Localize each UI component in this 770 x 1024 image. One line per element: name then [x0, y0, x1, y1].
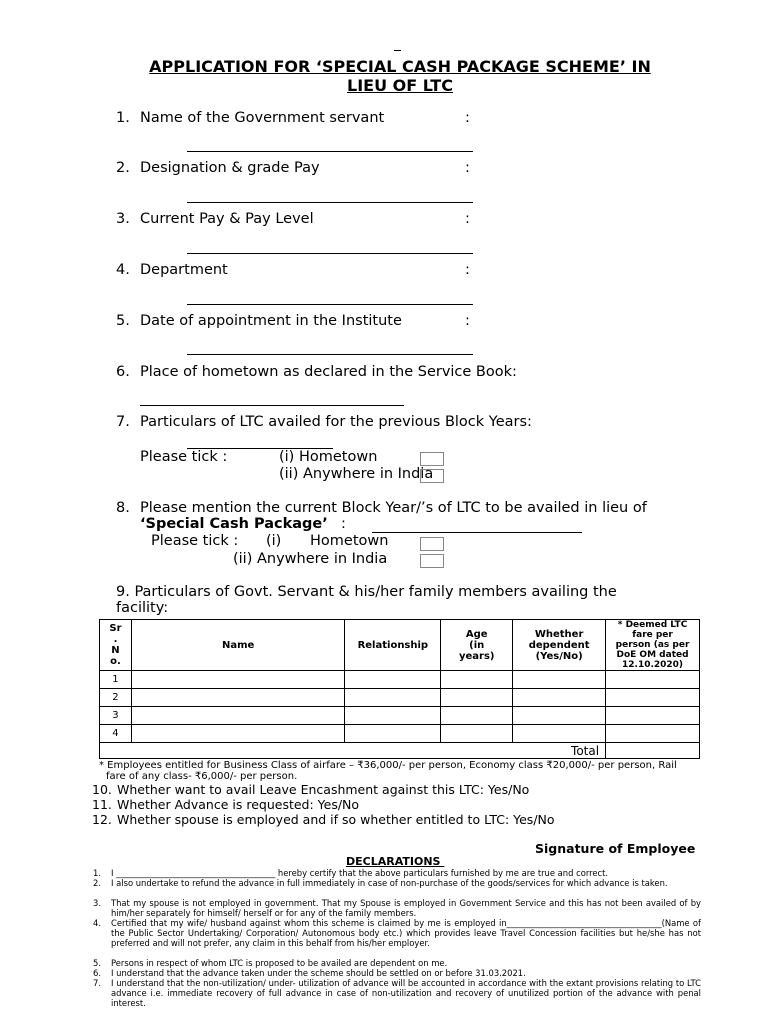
table-header-row — [100, 620, 700, 671]
table-row — [100, 725, 700, 743]
family-members-table — [99, 619, 700, 759]
field-label: Date of appointment in the Institute — [140, 313, 402, 329]
declaration-text: I understand that the non-utilization/ under- utilization of advance will be accounted in accordance with the extant provisions relating to LTC advance i.e. immediate recovery of full advance in case of non-utilization and recovery of unutilized portion of the advance with penal interest. — [111, 978, 701, 1008]
current-block-fill-line[interactable] — [372, 532, 582, 533]
total-label: Total — [100, 743, 606, 759]
header-line: (Yes/No) — [535, 650, 583, 662]
header-line: Whether — [534, 628, 584, 640]
declaration-number: 2. — [93, 878, 101, 888]
signature-of-employee-label: Signature of Employee — [535, 841, 696, 856]
item8-number: 8. — [116, 500, 130, 516]
item6-label: Place of hometown as declared in the Service Book: — [140, 364, 517, 380]
header-relationship: Relationship — [345, 620, 441, 671]
question-12-text: Whether spouse is employed and if so whether entitled to LTC: Yes/No — [117, 812, 555, 827]
relationship-cell[interactable] — [345, 707, 441, 725]
header-line: 12.10.2020) — [622, 660, 684, 670]
name-cell[interactable] — [131, 689, 344, 707]
item8-option-hometown: Hometown — [310, 533, 389, 549]
table-row — [100, 689, 700, 707]
field-colon: : — [465, 262, 470, 278]
field-colon: : — [465, 160, 470, 176]
item7-label: Particulars of LTC availed for the previous Block Years: — [140, 414, 532, 430]
top-mark — [394, 50, 401, 51]
total-row — [100, 743, 700, 759]
field-number: 1. — [116, 110, 130, 126]
row-number: 1 — [100, 671, 132, 689]
relationship-cell[interactable] — [345, 725, 441, 743]
declaration-text: I understand that the advance taken under the scheme should be settled on or before 31.03.2021. — [111, 968, 526, 978]
fare-cell[interactable] — [606, 725, 700, 743]
header-line: Sr — [109, 623, 122, 634]
field-label: Name of the Government servant — [140, 110, 385, 126]
anywhere-in-india-checkbox[interactable] — [420, 469, 444, 483]
question-10-number: 10. — [92, 782, 112, 797]
declaration-number: 1. — [93, 868, 101, 878]
table-row — [100, 707, 700, 725]
declaration-number: 7. — [93, 978, 101, 988]
item8-tick-label: Please tick : — [151, 533, 239, 549]
question-12-number: 12. — [92, 812, 112, 827]
header-name: Name — [131, 620, 344, 671]
name-cell[interactable] — [131, 707, 344, 725]
header-line: person (as per — [615, 640, 690, 650]
header-line: o. — [110, 656, 121, 667]
item9-label-line1: 9. Particulars of Govt. Servant & his/her family members availing the — [116, 584, 617, 600]
header-line: * Deemed LTC — [617, 620, 688, 630]
row-number: 3 — [100, 707, 132, 725]
hometown-checkbox[interactable] — [420, 452, 444, 466]
declaration-text: That my spouse is not employed in government. That my Spouse is employed in Government Service and this has not been availed of by him/her separately for himself/ herself or for any of the family members. — [111, 898, 701, 918]
header-deemed-ltc-fare — [606, 620, 700, 671]
field-colon: : — [465, 110, 470, 126]
header-line: dependent — [528, 639, 590, 651]
header-sr-no — [100, 620, 132, 671]
name-cell[interactable] — [131, 725, 344, 743]
header-whether-dependent — [513, 620, 606, 671]
item7-option-hometown: (i) Hometown — [279, 449, 378, 465]
age-cell[interactable] — [441, 671, 513, 689]
page-title-line1: APPLICATION FOR ‘SPECIAL CASH PACKAGE SCHEME’ IN — [149, 57, 651, 76]
item8-label: Please mention the current Block Year/’s of LTC to be availed in lieu of — [140, 500, 647, 516]
dependent-cell[interactable] — [513, 671, 606, 689]
header-line: . — [113, 634, 118, 645]
field-label: Department — [140, 262, 228, 278]
fare-cell[interactable] — [606, 689, 700, 707]
hometown-fill-line[interactable] — [140, 405, 404, 406]
declaration-number: 5. — [93, 958, 101, 968]
age-cell[interactable] — [441, 725, 513, 743]
question-11-number: 11. — [92, 797, 112, 812]
field-number: 4. — [116, 262, 130, 278]
current-anywhere-checkbox[interactable] — [420, 554, 444, 568]
item8-colon: : — [341, 516, 346, 532]
item8-option-anywhere: (ii) Anywhere in India — [233, 551, 388, 567]
field-number: 3. — [116, 211, 130, 227]
header-line: Age — [465, 628, 488, 640]
declaration-text: Certified that my wife/ husband against whom this scheme is claimed by me is employed in_____________________________________(Name of the Public Sector Undertaking/ Corporation/ Autonomous body etc.) which provides leave Travel Concession facilities but he/she has not preferred and will not prefer, any claim in this behalf from his/her employer. — [111, 918, 701, 948]
footnote-line1: * Employees entitled for Business Class of airfare – ₹36,000/- per person, Economy class ₹20,000/- per person, Rail — [99, 760, 677, 771]
field-colon: : — [465, 211, 470, 227]
declaration-number: 6. — [93, 968, 101, 978]
declaration-number: 3. — [93, 898, 101, 908]
dependent-cell[interactable] — [513, 725, 606, 743]
relationship-cell[interactable] — [345, 689, 441, 707]
table-row — [100, 671, 700, 689]
item7-tick-label: Please tick : — [140, 449, 228, 465]
field-label: Current Pay & Pay Level — [140, 211, 314, 227]
header-line: N — [111, 645, 120, 656]
fare-cell[interactable] — [606, 671, 700, 689]
row-number: 2 — [100, 689, 132, 707]
designation-fill-line[interactable] — [187, 202, 473, 203]
dependent-cell[interactable] — [513, 689, 606, 707]
header-line: fare per — [632, 630, 673, 640]
declaration-number: 4. — [93, 918, 101, 928]
page-title-line2: LIEU OF LTC — [347, 76, 453, 95]
header-age — [441, 620, 513, 671]
field-colon: : — [465, 313, 470, 329]
declaration-text: I also undertake to refund the advance in full immediately in case of non-purchase of the goods/services for which advance is taken. — [111, 878, 668, 888]
total-cell[interactable] — [606, 743, 700, 759]
pay-level-fill-line[interactable] — [187, 253, 473, 254]
dependent-cell[interactable] — [513, 707, 606, 725]
item7-number: 7. — [116, 414, 130, 430]
field-number: 2. — [116, 160, 130, 176]
item7-option-anywhere: (ii) Anywhere in India — [279, 466, 434, 482]
name-cell[interactable] — [131, 671, 344, 689]
department-fill-line[interactable] — [187, 304, 473, 305]
question-11-text: Whether Advance is requested: Yes/No — [117, 797, 360, 812]
header-line: (in — [469, 639, 485, 651]
header-line: DoE OM dated — [616, 650, 689, 660]
name-fill-line[interactable] — [187, 151, 473, 152]
declarations-heading: DECLARATIONS — [346, 855, 445, 868]
field-label: Designation & grade Pay — [140, 160, 320, 176]
item6-number: 6. — [116, 364, 130, 380]
row-number: 4 — [100, 725, 132, 743]
item9-label-line2: facility: — [116, 600, 169, 616]
item8-option1-number: (i) — [266, 533, 282, 549]
footnote-line2: fare of any class- ₹6,000/- per person. — [106, 771, 298, 782]
age-cell[interactable] — [441, 689, 513, 707]
relationship-cell[interactable] — [345, 671, 441, 689]
age-cell[interactable] — [441, 707, 513, 725]
fare-cell[interactable] — [606, 707, 700, 725]
field-number: 5. — [116, 313, 130, 329]
declaration-text: Persons in respect of whom LTC is proposed to be availed are dependent on me. — [111, 958, 448, 968]
special-cash-package-label: ‘Special Cash Package’ — [140, 516, 328, 532]
appointment-date-fill-line[interactable] — [187, 354, 473, 355]
question-10-text: Whether want to avail Leave Encashment against this LTC: Yes/No — [117, 782, 530, 797]
declaration-text: I ______________________________________ hereby certify that the above particulars furnished by me are true and correct. — [111, 868, 609, 878]
header-line: years) — [458, 650, 495, 662]
current-hometown-checkbox[interactable] — [420, 537, 444, 551]
